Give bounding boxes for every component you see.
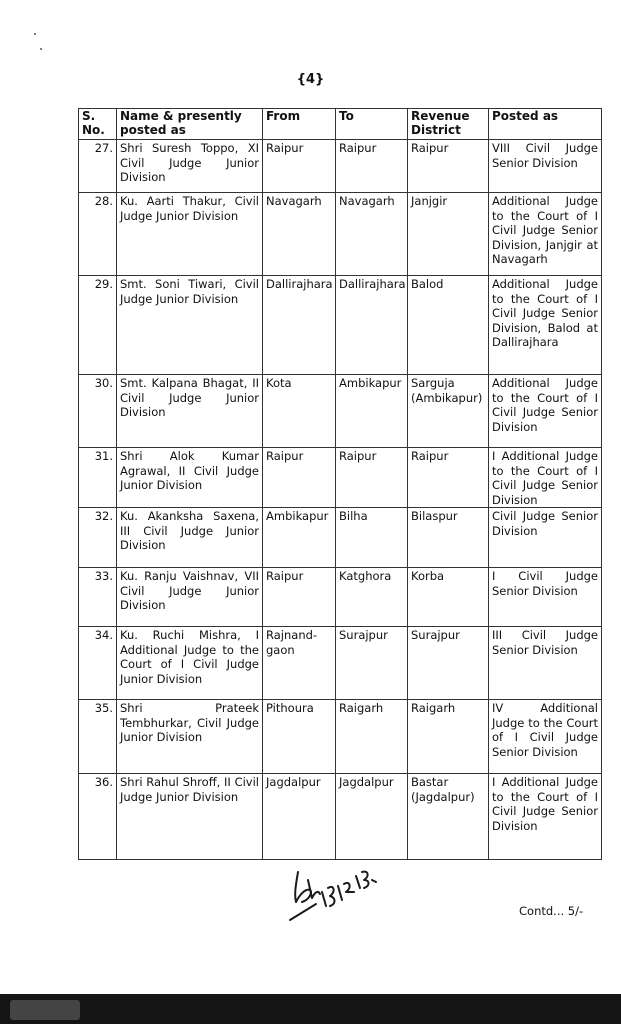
table-row [79,375,602,448]
cell-posted: IV Additional Judge to the Court of I Civil Judge Senior Division [489,700,602,774]
cell-from: Navagarh [263,193,336,276]
cell-from: Raipur [263,140,336,193]
cell-name: Smt. Soni Tiwari, Civil Judge Junior Division [117,276,263,375]
cell-sno: 28. [79,193,117,276]
cell-to: Katghora [336,568,408,627]
cell-name: Shri Suresh Toppo, XI Civil Judge Junior Division [117,140,263,193]
cell-name: Shri Prateek Tembhurkar, Civil Judge Junior Division [117,700,263,774]
scan-shadow [10,1000,80,1020]
cell-from: Pithoura [263,700,336,774]
scan-bottom-edge [0,994,621,1024]
table-row [79,700,602,774]
cell-name: Shri Alok Kumar Agrawal, II Civil Judge Junior Division [117,448,263,508]
cell-name: Ku. Ruchi Mishra, I Additional Judge to the Court of I Civil Judge Junior Division [117,627,263,700]
signature-image [282,858,392,932]
header-name: Name & presently posted as [117,109,263,140]
cell-district: Raipur [408,448,489,508]
cell-from: Raipur [263,568,336,627]
cell-sno: 30. [79,375,117,448]
header-from: From [263,109,336,140]
table-row [79,193,602,276]
cell-name: Ku. Ranju Vaishnav, VII Civil Judge Junior Division [117,568,263,627]
scan-speck [34,33,36,35]
table-row [79,568,602,627]
cell-name: Ku. Aarti Thakur, Civil Judge Junior Division [117,193,263,276]
table-row [79,774,602,860]
cell-posted: Civil Judge Senior Division [489,508,602,568]
cell-district: Janjgir [408,193,489,276]
cell-name: Ku. Akanksha Saxena, III Civil Judge Junior Division [117,508,263,568]
cell-from: Rajnand-gaon [263,627,336,700]
header-to: To [336,109,408,140]
cell-district: Surajpur [408,627,489,700]
transfer-posting-table [78,108,602,860]
cell-sno: 36. [79,774,117,860]
cell-from: Kota [263,375,336,448]
table-row [79,508,602,568]
table-row [79,627,602,700]
cell-district: Bastar (Jagdalpur) [408,774,489,860]
cell-to: Surajpur [336,627,408,700]
cell-district: Balod [408,276,489,375]
table-row [79,276,602,375]
cell-to: Raipur [336,140,408,193]
cell-to: Dallirajhara [336,276,408,375]
cell-district: Korba [408,568,489,627]
cell-sno: 32. [79,508,117,568]
cell-to: Ambikapur [336,375,408,448]
cell-from: Dallirajhara [263,276,336,375]
cell-posted: Additional Judge to the Court of I Civil Judge Senior Division, Balod at Dallirajhara [489,276,602,375]
continued-note: Contd... 5/- [519,904,584,918]
cell-to: Raipur [336,448,408,508]
cell-sno: 33. [79,568,117,627]
scan-speck [40,48,42,50]
table-header-row [79,109,602,140]
cell-posted: Additional Judge to the Court of I Civil Judge Senior Division, Janjgir at Navagarh [489,193,602,276]
cell-from: Raipur [263,448,336,508]
page-number-title: {4} [296,72,325,87]
cell-posted: I Additional Judge to the Court of I Civil Judge Senior Division [489,774,602,860]
cell-posted: VIII Civil Judge Senior Division [489,140,602,193]
cell-district: Bilaspur [408,508,489,568]
cell-from: Jagdalpur [263,774,336,860]
cell-name: Smt. Kalpana Bhagat, II Civil Judge Junior Division [117,375,263,448]
cell-posted: Additional Judge to the Court of I Civil Judge Senior Division [489,375,602,448]
cell-to: Navagarh [336,193,408,276]
cell-district: Raipur [408,140,489,193]
cell-to: Bilha [336,508,408,568]
header-district: Revenue District [408,109,489,140]
cell-from: Ambikapur [263,508,336,568]
cell-posted: I Additional Judge to the Court of I Civil Judge Senior Division [489,448,602,508]
cell-sno: 27. [79,140,117,193]
cell-district: Sarguja (Ambikapur) [408,375,489,448]
cell-to: Jagdalpur [336,774,408,860]
cell-sno: 31. [79,448,117,508]
header-posted: Posted as [489,109,602,140]
cell-name: Shri Rahul Shroff, II Civil Judge Junior Division [117,774,263,860]
table-row [79,140,602,193]
cell-sno: 35. [79,700,117,774]
header-sno: S. No. [79,109,117,140]
cell-sno: 34. [79,627,117,700]
cell-posted: III Civil Judge Senior Division [489,627,602,700]
cell-to: Raigarh [336,700,408,774]
cell-district: Raigarh [408,700,489,774]
table-row [79,448,602,508]
cell-posted: I Civil Judge Senior Division [489,568,602,627]
cell-sno: 29. [79,276,117,375]
